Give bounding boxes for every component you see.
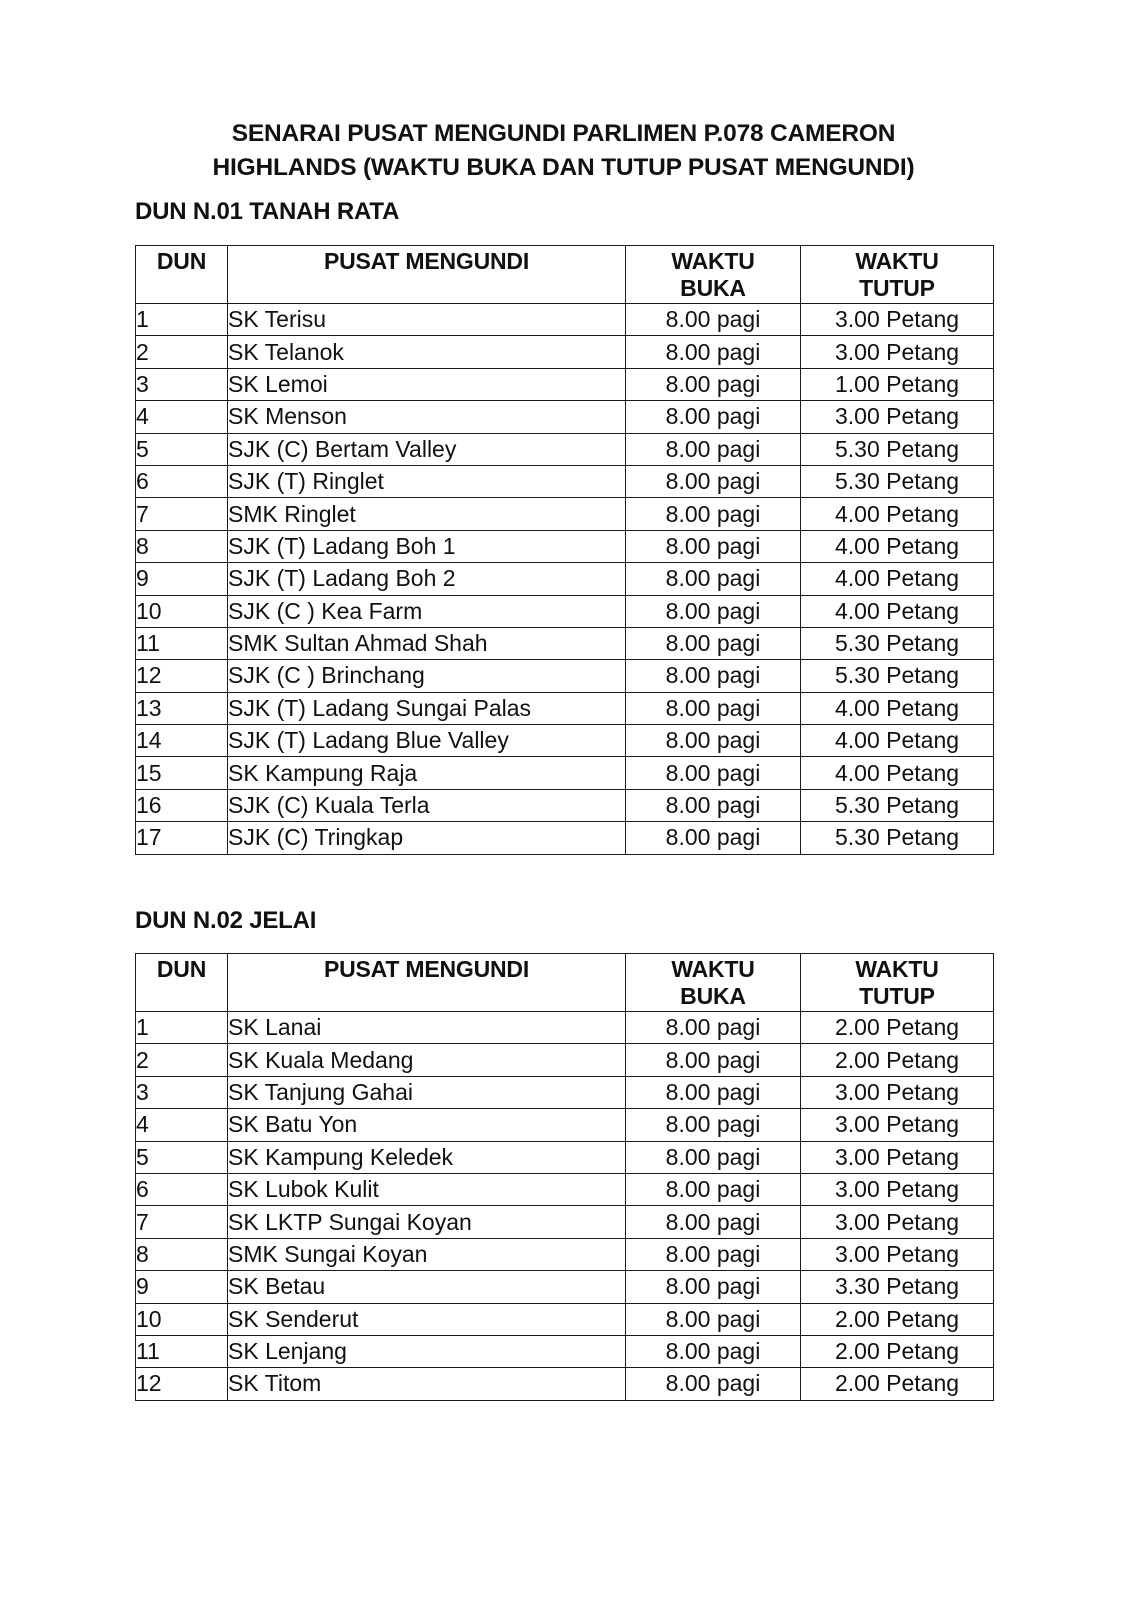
table-row: [136, 1206, 994, 1238]
cell-closing-time: 4.00 Petang: [801, 530, 994, 562]
cell-dun-number: 8: [136, 1238, 228, 1270]
cell-dun-number: 16: [136, 789, 228, 821]
title-line-2: HIGHLANDS (WAKTU BUKA DAN TUTUP PUSAT MENGUNDI): [212, 154, 915, 181]
column-header-waktu-buka: [626, 246, 801, 304]
document-title: [135, 117, 992, 185]
table-row: [136, 1044, 994, 1076]
cell-opening-time: 8.00 pagi: [626, 1044, 801, 1076]
cell-opening-time: 8.00 pagi: [626, 757, 801, 789]
table-row: [136, 627, 994, 659]
cell-closing-time: 4.00 Petang: [801, 595, 994, 627]
cell-polling-centre: SK Lemoi: [228, 368, 626, 400]
column-header-pusat-mengundi: PUSAT MENGUNDI: [228, 954, 626, 1012]
cell-opening-time: 8.00 pagi: [626, 725, 801, 757]
cell-dun-number: 12: [136, 660, 228, 692]
table-row: [136, 757, 994, 789]
cell-opening-time: 8.00 pagi: [626, 1335, 801, 1367]
cell-opening-time: 8.00 pagi: [626, 1076, 801, 1108]
cell-polling-centre: SK Kampung Raja: [228, 757, 626, 789]
table-row: [136, 1109, 994, 1141]
cell-closing-time: 2.00 Petang: [801, 1368, 994, 1400]
cell-closing-time: 2.00 Petang: [801, 1012, 994, 1044]
cell-opening-time: 8.00 pagi: [626, 401, 801, 433]
cell-closing-time: 4.00 Petang: [801, 757, 994, 789]
cell-polling-centre: SK Menson: [228, 401, 626, 433]
cell-polling-centre: SJK (C) Kuala Terla: [228, 789, 626, 821]
table-header-row: [136, 954, 994, 1012]
cell-closing-time: 3.00 Petang: [801, 304, 994, 336]
header-text: WAKTU: [671, 956, 755, 982]
cell-closing-time: 4.00 Petang: [801, 725, 994, 757]
cell-dun-number: 9: [136, 1271, 228, 1303]
cell-opening-time: 8.00 pagi: [626, 465, 801, 497]
cell-closing-time: 3.00 Petang: [801, 1109, 994, 1141]
cell-dun-number: 15: [136, 757, 228, 789]
table-row: [136, 336, 994, 368]
table-header-row: [136, 246, 994, 304]
cell-closing-time: 3.00 Petang: [801, 401, 994, 433]
column-header-waktu-buka: [626, 954, 801, 1012]
cell-polling-centre: SMK Ringlet: [228, 498, 626, 530]
cell-polling-centre: SK Terisu: [228, 304, 626, 336]
cell-opening-time: 8.00 pagi: [626, 822, 801, 854]
cell-closing-time: 5.30 Petang: [801, 627, 994, 659]
polling-centres-table-tanah-rata: [135, 245, 994, 855]
header-text: TUTUP: [859, 275, 935, 301]
section-heading-jelai: DUN N.02 JELAI: [135, 907, 317, 934]
cell-polling-centre: SJK (T) Ladang Boh 2: [228, 563, 626, 595]
cell-opening-time: 8.00 pagi: [626, 1206, 801, 1238]
cell-dun-number: 17: [136, 822, 228, 854]
cell-opening-time: 8.00 pagi: [626, 595, 801, 627]
cell-polling-centre: SMK Sultan Ahmad Shah: [228, 627, 626, 659]
cell-opening-time: 8.00 pagi: [626, 1368, 801, 1400]
table-row: [136, 498, 994, 530]
cell-closing-time: 3.00 Petang: [801, 1238, 994, 1270]
cell-closing-time: 3.00 Petang: [801, 1141, 994, 1173]
table-row: [136, 1271, 994, 1303]
header-text: WAKTU: [671, 248, 755, 274]
cell-polling-centre: SK Batu Yon: [228, 1109, 626, 1141]
cell-polling-centre: SK Lenjang: [228, 1335, 626, 1367]
cell-dun-number: 11: [136, 627, 228, 659]
table-row: [136, 1076, 994, 1108]
table-row: [136, 563, 994, 595]
cell-closing-time: 3.00 Petang: [801, 1173, 994, 1205]
cell-dun-number: 3: [136, 1076, 228, 1108]
cell-closing-time: 4.00 Petang: [801, 563, 994, 595]
cell-polling-centre: SK Betau: [228, 1271, 626, 1303]
cell-dun-number: 1: [136, 304, 228, 336]
cell-polling-centre: SK Kampung Keledek: [228, 1141, 626, 1173]
cell-opening-time: 8.00 pagi: [626, 1238, 801, 1270]
cell-closing-time: 5.30 Petang: [801, 789, 994, 821]
cell-polling-centre: SJK (T) Ladang Sungai Palas: [228, 692, 626, 724]
cell-opening-time: 8.00 pagi: [626, 1173, 801, 1205]
cell-opening-time: 8.00 pagi: [626, 498, 801, 530]
cell-opening-time: 8.00 pagi: [626, 660, 801, 692]
cell-closing-time: 5.30 Petang: [801, 660, 994, 692]
table-row: [136, 1173, 994, 1205]
cell-opening-time: 8.00 pagi: [626, 304, 801, 336]
cell-dun-number: 7: [136, 1206, 228, 1238]
cell-opening-time: 8.00 pagi: [626, 789, 801, 821]
cell-dun-number: 7: [136, 498, 228, 530]
table-row: [136, 465, 994, 497]
column-header-dun: DUN: [136, 954, 228, 1012]
cell-dun-number: 5: [136, 433, 228, 465]
column-header-waktu-tutup: [801, 246, 994, 304]
polling-centres-table-jelai: [135, 953, 994, 1401]
cell-opening-time: 8.00 pagi: [626, 1271, 801, 1303]
cell-opening-time: 8.00 pagi: [626, 563, 801, 595]
table-row: [136, 725, 994, 757]
table-row: [136, 1303, 994, 1335]
cell-polling-centre: SJK (T) Ladang Boh 1: [228, 530, 626, 562]
cell-polling-centre: SK Telanok: [228, 336, 626, 368]
table-row: [136, 1335, 994, 1367]
cell-closing-time: 5.30 Petang: [801, 433, 994, 465]
cell-dun-number: 6: [136, 1173, 228, 1205]
cell-closing-time: 3.00 Petang: [801, 1206, 994, 1238]
header-text: WAKTU: [855, 956, 939, 982]
cell-closing-time: 2.00 Petang: [801, 1335, 994, 1367]
cell-polling-centre: SK Titom: [228, 1368, 626, 1400]
cell-polling-centre: SK Lanai: [228, 1012, 626, 1044]
table-row: [136, 822, 994, 854]
cell-dun-number: 3: [136, 368, 228, 400]
table-row: [136, 692, 994, 724]
cell-opening-time: 8.00 pagi: [626, 1109, 801, 1141]
cell-polling-centre: SJK (T) Ladang Blue Valley: [228, 725, 626, 757]
cell-closing-time: 3.00 Petang: [801, 336, 994, 368]
table-row: [136, 401, 994, 433]
cell-polling-centre: SK Kuala Medang: [228, 1044, 626, 1076]
cell-dun-number: 9: [136, 563, 228, 595]
cell-dun-number: 2: [136, 336, 228, 368]
cell-opening-time: 8.00 pagi: [626, 1012, 801, 1044]
cell-closing-time: 4.00 Petang: [801, 692, 994, 724]
cell-dun-number: 4: [136, 1109, 228, 1141]
cell-closing-time: 5.30 Petang: [801, 822, 994, 854]
table-row: [136, 660, 994, 692]
cell-opening-time: 8.00 pagi: [626, 433, 801, 465]
table-row: [136, 433, 994, 465]
header-text: BUKA: [680, 983, 746, 1009]
cell-dun-number: 14: [136, 725, 228, 757]
table-row: [136, 530, 994, 562]
header-text: WAKTU: [855, 248, 939, 274]
table-row: [136, 595, 994, 627]
table-row: [136, 1141, 994, 1173]
cell-polling-centre: SK LKTP Sungai Koyan: [228, 1206, 626, 1238]
cell-opening-time: 8.00 pagi: [626, 1141, 801, 1173]
cell-dun-number: 13: [136, 692, 228, 724]
cell-dun-number: 8: [136, 530, 228, 562]
table-row: [136, 1012, 994, 1044]
title-line-1: SENARAI PUSAT MENGUNDI PARLIMEN P.078 CAMERON: [231, 120, 896, 147]
column-header-pusat-mengundi: PUSAT MENGUNDI: [228, 246, 626, 304]
cell-polling-centre: SK Tanjung Gahai: [228, 1076, 626, 1108]
cell-opening-time: 8.00 pagi: [626, 627, 801, 659]
cell-polling-centre: SJK (C) Bertam Valley: [228, 433, 626, 465]
header-text: BUKA: [680, 275, 746, 301]
cell-closing-time: 1.00 Petang: [801, 368, 994, 400]
cell-dun-number: 6: [136, 465, 228, 497]
table-row: [136, 1368, 994, 1400]
cell-dun-number: 10: [136, 595, 228, 627]
cell-closing-time: 4.00 Petang: [801, 498, 994, 530]
column-header-waktu-tutup: [801, 954, 994, 1012]
cell-polling-centre: SK Senderut: [228, 1303, 626, 1335]
cell-dun-number: 1: [136, 1012, 228, 1044]
cell-opening-time: 8.00 pagi: [626, 336, 801, 368]
cell-opening-time: 8.00 pagi: [626, 530, 801, 562]
table-row: [136, 304, 994, 336]
cell-closing-time: 5.30 Petang: [801, 465, 994, 497]
cell-polling-centre: SK Lubok Kulit: [228, 1173, 626, 1205]
cell-dun-number: 11: [136, 1335, 228, 1367]
cell-opening-time: 8.00 pagi: [626, 692, 801, 724]
cell-opening-time: 8.00 pagi: [626, 1303, 801, 1335]
cell-closing-time: 2.00 Petang: [801, 1044, 994, 1076]
cell-closing-time: 3.00 Petang: [801, 1076, 994, 1108]
cell-closing-time: 3.30 Petang: [801, 1271, 994, 1303]
table-row: [136, 368, 994, 400]
table-row: [136, 789, 994, 821]
cell-dun-number: 10: [136, 1303, 228, 1335]
cell-dun-number: 4: [136, 401, 228, 433]
cell-polling-centre: SJK (C ) Brinchang: [228, 660, 626, 692]
cell-closing-time: 2.00 Petang: [801, 1303, 994, 1335]
cell-polling-centre: SMK Sungai Koyan: [228, 1238, 626, 1270]
cell-polling-centre: SJK (C ) Kea Farm: [228, 595, 626, 627]
cell-dun-number: 5: [136, 1141, 228, 1173]
cell-dun-number: 2: [136, 1044, 228, 1076]
header-text: TUTUP: [859, 983, 935, 1009]
cell-opening-time: 8.00 pagi: [626, 368, 801, 400]
cell-dun-number: 12: [136, 1368, 228, 1400]
table-row: [136, 1238, 994, 1270]
section-heading-tanah-rata: DUN N.01 TANAH RATA: [135, 198, 400, 225]
cell-polling-centre: SJK (T) Ringlet: [228, 465, 626, 497]
cell-polling-centre: SJK (C) Tringkap: [228, 822, 626, 854]
column-header-dun: DUN: [136, 246, 228, 304]
